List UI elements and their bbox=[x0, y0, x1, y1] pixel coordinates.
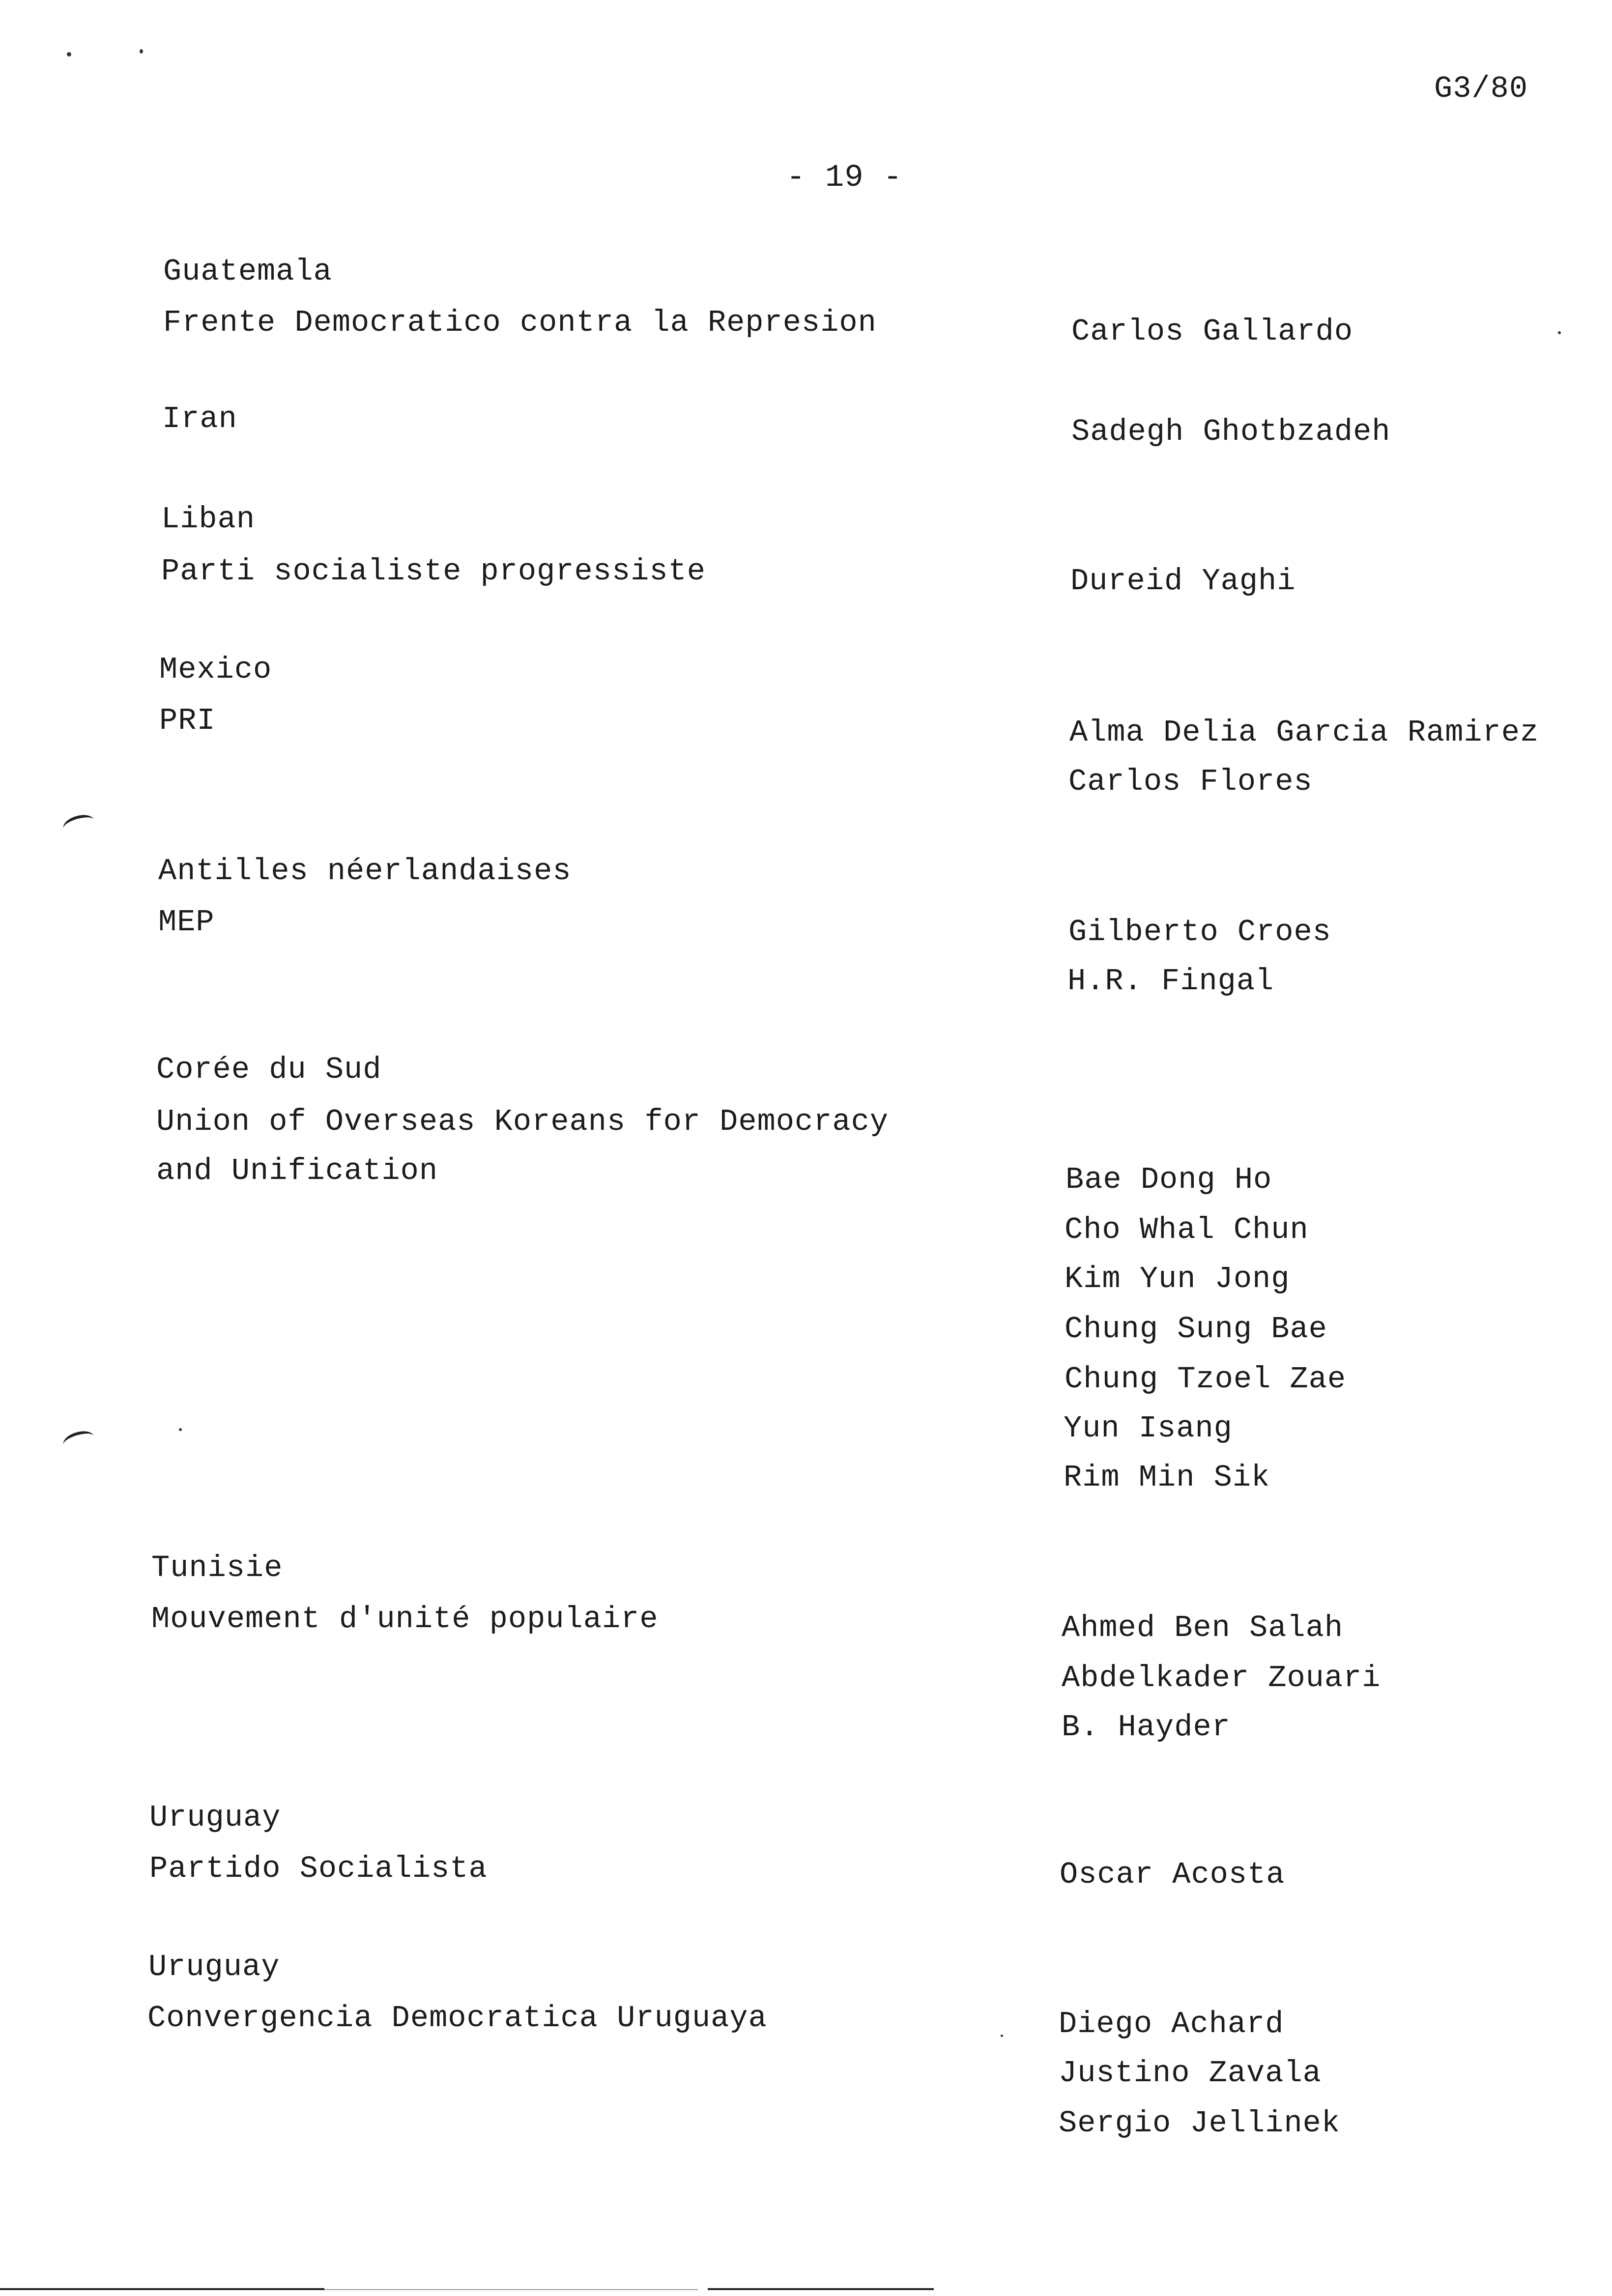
hole-punch-mark bbox=[61, 812, 96, 836]
delegate-name: Carlos Gallardo bbox=[1071, 314, 1353, 349]
country-name: Guatemala bbox=[163, 254, 332, 289]
organization-name: Convergencia Democratica Uruguaya bbox=[147, 2001, 767, 2036]
delegate-name: Chung Tzoel Zae bbox=[1065, 1362, 1347, 1397]
delegate-name: Alma Delia Garcia Ramirez bbox=[1069, 715, 1539, 750]
page-number: - 19 - bbox=[786, 160, 903, 196]
bottom-rule bbox=[708, 2288, 934, 2290]
delegate-name: Ahmed Ben Salah bbox=[1062, 1610, 1344, 1645]
organization-name: Union of Overseas Koreans for Democracy bbox=[156, 1104, 889, 1139]
delegate-name: Dureid Yaghi bbox=[1070, 564, 1296, 599]
country-name: Liban bbox=[161, 502, 256, 537]
country-name: Mexico bbox=[159, 652, 272, 687]
organization-name-continued: and Unification bbox=[156, 1153, 438, 1188]
country-name: Antilles néerlandaises bbox=[158, 854, 572, 889]
delegate-name: Chung Sung Bae bbox=[1065, 1312, 1327, 1347]
delegate-name: Sadegh Ghotbzadeh bbox=[1071, 414, 1391, 449]
country-name: Iran bbox=[162, 402, 237, 436]
delegate-name: Kim Yun Jong bbox=[1065, 1262, 1290, 1296]
scan-speck bbox=[67, 52, 71, 57]
scan-speck bbox=[179, 1428, 182, 1431]
scan-speck bbox=[1558, 331, 1561, 334]
organization-name: MEP bbox=[158, 905, 215, 940]
delegate-name: Sergio Jellinek bbox=[1059, 2106, 1341, 2141]
delegate-name: Yun Isang bbox=[1064, 1411, 1233, 1446]
delegate-name: B. Hayder bbox=[1062, 1710, 1231, 1745]
delegate-name: H.R. Fingal bbox=[1067, 964, 1274, 999]
country-name: Tunisie bbox=[151, 1550, 283, 1585]
organization-name: Mouvement d'unité populaire bbox=[151, 1602, 659, 1636]
scan-speck bbox=[140, 49, 143, 54]
organization-name: PRI bbox=[159, 703, 216, 738]
delegate-name: Oscar Acosta bbox=[1060, 1857, 1285, 1892]
scan-speck bbox=[1001, 2035, 1003, 2037]
country-name: Corée du Sud bbox=[156, 1052, 382, 1087]
organization-name: Parti socialiste progressiste bbox=[161, 554, 706, 589]
bottom-rule bbox=[324, 2289, 698, 2290]
delegate-name: Cho Whal Chun bbox=[1065, 1212, 1309, 1247]
delegate-name: Rim Min Sik bbox=[1064, 1460, 1270, 1495]
delegate-name: Justino Zavala bbox=[1059, 2056, 1322, 2091]
delegate-name: Abdelkader Zouari bbox=[1062, 1661, 1381, 1695]
delegate-name: Gilberto Croes bbox=[1068, 915, 1331, 949]
country-name: Uruguay bbox=[148, 1950, 280, 1984]
organization-name: Frente Democratico contra la Represion bbox=[163, 305, 877, 340]
delegate-name: Bae Dong Ho bbox=[1065, 1162, 1272, 1197]
country-name: Uruguay bbox=[149, 1800, 281, 1835]
bottom-rule bbox=[0, 2288, 324, 2290]
organization-name: Partido Socialista bbox=[149, 1851, 488, 1886]
hole-punch-mark bbox=[61, 1428, 96, 1453]
document-reference: G3/80 bbox=[1434, 71, 1528, 106]
delegate-name: Diego Achard bbox=[1059, 2007, 1284, 2041]
delegate-name: Carlos Flores bbox=[1068, 764, 1313, 799]
